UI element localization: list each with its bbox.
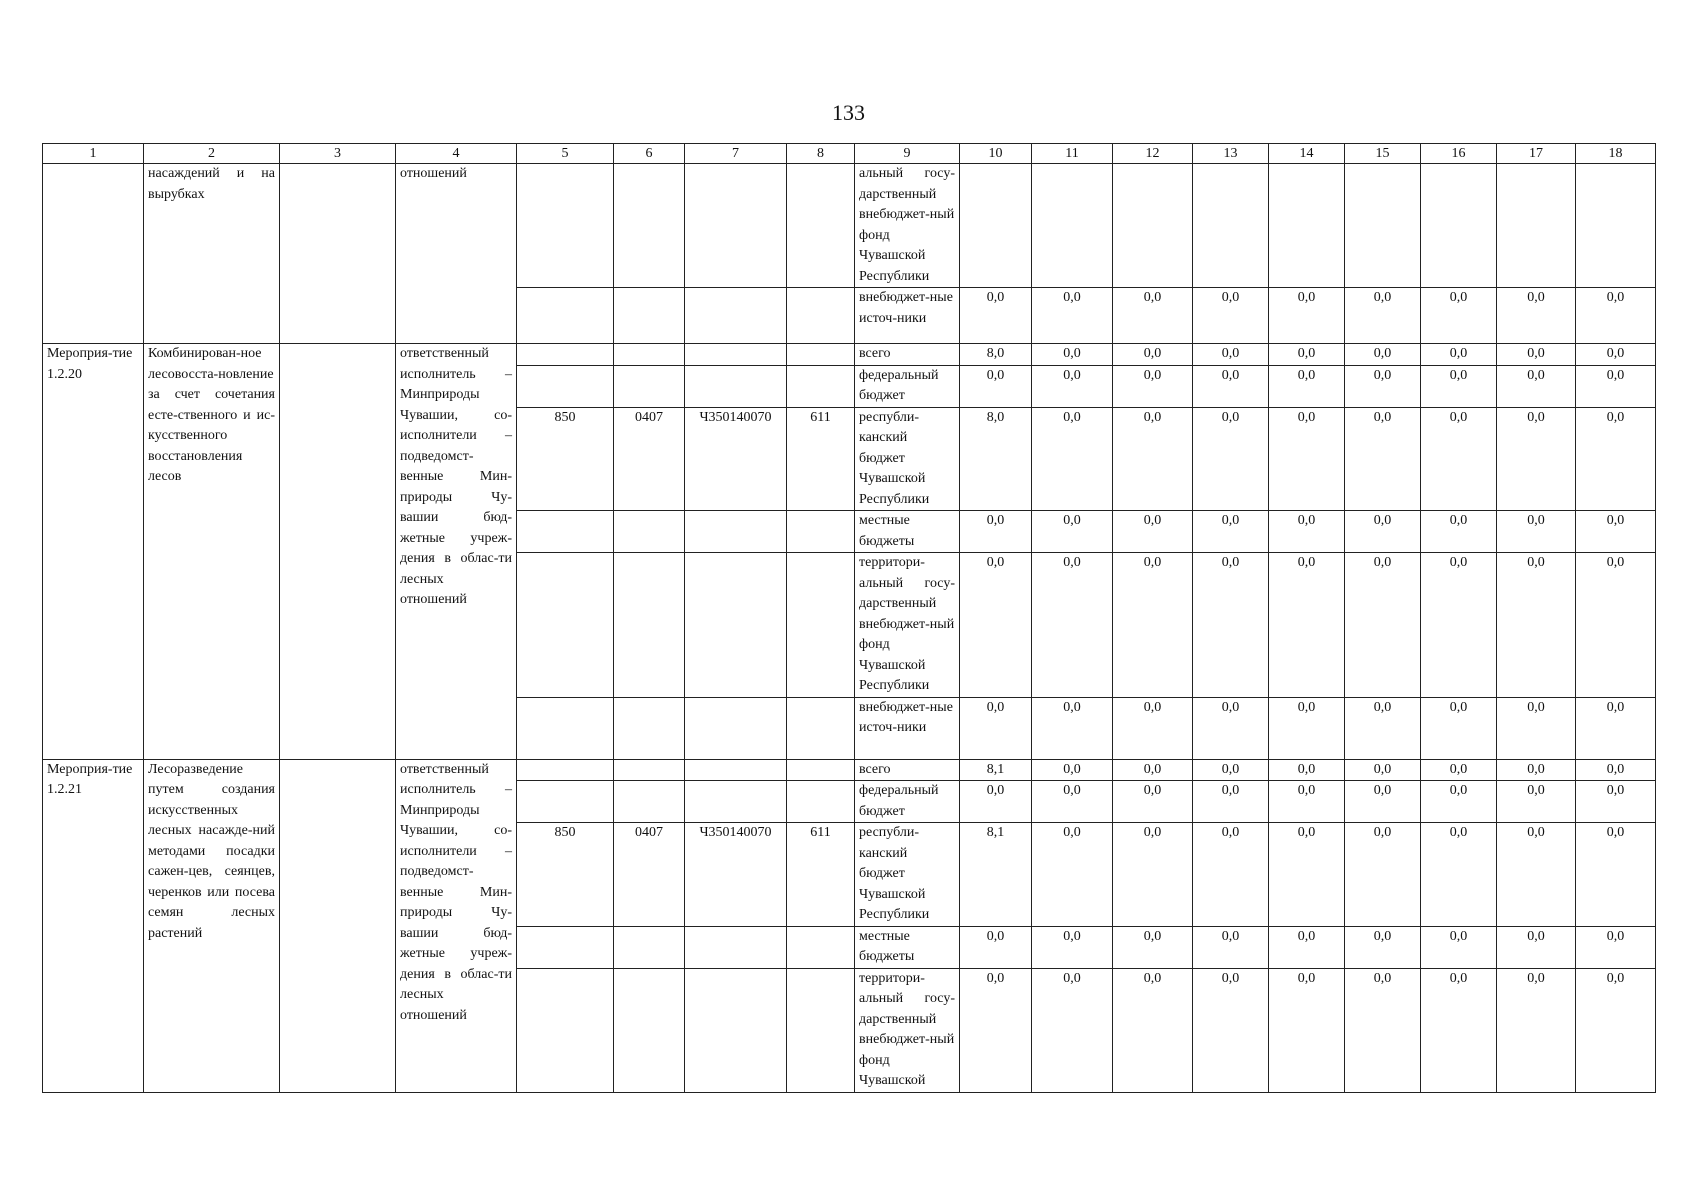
cell-value-col14: 0,0 [1269,344,1345,366]
cell-value-col10: 0,0 [960,968,1032,1092]
cell-col8 [787,511,855,553]
column-header-16: 16 [1421,144,1497,164]
cell-col8: 611 [787,823,855,927]
cell-col7 [685,926,787,968]
cell-value-col14: 0,0 [1269,968,1345,1092]
cell-value-col15: 0,0 [1345,288,1421,344]
cell-col3 [280,164,396,344]
cell-value-col12: 0,0 [1113,823,1193,927]
cell-value-col12: 0,0 [1113,365,1193,407]
cell-funding-source: всего [855,344,960,366]
cell-value-col18: 0,0 [1576,511,1656,553]
cell-value-col16: 0,0 [1421,781,1497,823]
cell-value-col11: 0,0 [1032,344,1113,366]
cell-value-col11: 0,0 [1032,823,1113,927]
cell-value-col11: 0,0 [1032,781,1113,823]
cell-value-col15 [1345,164,1421,288]
cell-funding-source: местные бюджеты [855,926,960,968]
table-row [43,164,1656,288]
cell-col6 [614,759,685,781]
cell-value-col14: 0,0 [1269,697,1345,759]
cell-funding-source: федеральный бюджет [855,781,960,823]
cell-value-col17: 0,0 [1497,759,1576,781]
cell-value-col16: 0,0 [1421,968,1497,1092]
cell-value-col16: 0,0 [1421,553,1497,698]
cell-value-col16: 0,0 [1421,344,1497,366]
cell-col5 [517,344,614,366]
cell-value-col17: 0,0 [1497,968,1576,1092]
cell-value-col16: 0,0 [1421,697,1497,759]
cell-value-col16: 0,0 [1421,926,1497,968]
table-header [43,144,1656,164]
cell-value-col15: 0,0 [1345,926,1421,968]
cell-value-col13: 0,0 [1193,511,1269,553]
column-header-9: 9 [855,144,960,164]
cell-value-col17: 0,0 [1497,344,1576,366]
cell-value-col16: 0,0 [1421,288,1497,344]
cell-value-col16: 0,0 [1421,759,1497,781]
cell-funding-source: республи-канский бюджет Чувашской Республики [855,407,960,511]
cell-value-col18 [1576,164,1656,288]
cell-value-col10: 0,0 [960,926,1032,968]
cell-value-col17: 0,0 [1497,553,1576,698]
cell-activity-name: Комбинирован-ное лесовосста-новление за счет сочетания есте-ственного и ис-кусственного восстановления лесов [144,344,280,760]
cell-col8 [787,968,855,1092]
cell-col5 [517,926,614,968]
cell-col5: 850 [517,823,614,927]
cell-code: Мероприя-тие 1.2.20 [43,344,144,760]
cell-value-col17: 0,0 [1497,365,1576,407]
cell-funding-source: территори-альный госу-дарственный внебюджет-ный фонд Чувашской [855,968,960,1092]
cell-value-col16: 0,0 [1421,365,1497,407]
cell-col3 [280,759,396,1092]
cell-value-col12: 0,0 [1113,968,1193,1092]
cell-value-col12: 0,0 [1113,553,1193,698]
cell-col7 [685,288,787,344]
cell-value-col15: 0,0 [1345,511,1421,553]
cell-value-col11: 0,0 [1032,697,1113,759]
cell-value-col14: 0,0 [1269,407,1345,511]
cell-value-col16 [1421,164,1497,288]
table-row [43,344,1656,366]
cell-value-col14: 0,0 [1269,288,1345,344]
cell-col8 [787,926,855,968]
cell-funding-source: республи-канский бюджет Чувашской Республики [855,823,960,927]
cell-funding-source: местные бюджеты [855,511,960,553]
cell-value-col13: 0,0 [1193,288,1269,344]
cell-value-col18: 0,0 [1576,697,1656,759]
cell-value-col14: 0,0 [1269,511,1345,553]
cell-value-col15: 0,0 [1345,553,1421,698]
cell-value-col13: 0,0 [1193,697,1269,759]
cell-value-col14: 0,0 [1269,759,1345,781]
cell-value-col17: 0,0 [1497,823,1576,927]
cell-col7 [685,164,787,288]
cell-col5 [517,511,614,553]
cell-value-col11: 0,0 [1032,968,1113,1092]
cell-value-col15: 0,0 [1345,968,1421,1092]
cell-value-col13: 0,0 [1193,926,1269,968]
cell-value-col12: 0,0 [1113,759,1193,781]
cell-value-col17 [1497,164,1576,288]
cell-col5 [517,164,614,288]
cell-value-col13: 0,0 [1193,968,1269,1092]
cell-value-col10: 8,1 [960,759,1032,781]
cell-activity-name: насаждений и на вырубках [144,164,280,344]
cell-value-col11: 0,0 [1032,407,1113,511]
budget-table [42,143,1656,1093]
cell-value-col11: 0,0 [1032,926,1113,968]
table-body [43,164,1656,1093]
cell-col5 [517,697,614,759]
column-header-8: 8 [787,144,855,164]
cell-value-col10: 0,0 [960,288,1032,344]
cell-value-col13: 0,0 [1193,344,1269,366]
cell-value-col13: 0,0 [1193,759,1269,781]
cell-col6 [614,553,685,698]
cell-value-col13: 0,0 [1193,781,1269,823]
column-header-4: 4 [396,144,517,164]
cell-col5 [517,968,614,1092]
cell-value-col17: 0,0 [1497,511,1576,553]
cell-col5 [517,365,614,407]
cell-value-col11: 0,0 [1032,553,1113,698]
cell-value-col11: 0,0 [1032,759,1113,781]
cell-value-col18: 0,0 [1576,781,1656,823]
cell-value-col14: 0,0 [1269,553,1345,698]
cell-value-col15: 0,0 [1345,781,1421,823]
cell-value-col14: 0,0 [1269,926,1345,968]
cell-value-col10 [960,164,1032,288]
cell-col6 [614,164,685,288]
cell-value-col11: 0,0 [1032,511,1113,553]
cell-col8 [787,553,855,698]
cell-funding-source: внебюджет-ные источ-ники [855,697,960,759]
column-header-12: 12 [1113,144,1193,164]
cell-value-col17: 0,0 [1497,781,1576,823]
cell-col5 [517,759,614,781]
page-number: 133 [832,100,865,125]
cell-value-col12: 0,0 [1113,781,1193,823]
cell-value-col15: 0,0 [1345,365,1421,407]
column-header-14: 14 [1269,144,1345,164]
cell-value-col11: 0,0 [1032,365,1113,407]
cell-value-col14: 0,0 [1269,823,1345,927]
cell-value-col13: 0,0 [1193,553,1269,698]
column-header-18: 18 [1576,144,1656,164]
cell-col3 [280,344,396,760]
cell-col6 [614,511,685,553]
column-header-13: 13 [1193,144,1269,164]
cell-value-col18: 0,0 [1576,823,1656,927]
cell-funding-source: федеральный бюджет [855,365,960,407]
cell-value-col11 [1032,164,1113,288]
cell-col7 [685,553,787,698]
column-header-10: 10 [960,144,1032,164]
cell-col6: 0407 [614,407,685,511]
cell-value-col10: 0,0 [960,781,1032,823]
cell-funding-source: альный госу-дарственный внебюджет-ный фонд Чувашской Республики [855,164,960,288]
cell-col8 [787,344,855,366]
cell-funding-source: внебюджет-ные источ-ники [855,288,960,344]
cell-col6 [614,365,685,407]
cell-value-col12: 0,0 [1113,511,1193,553]
cell-value-col13 [1193,164,1269,288]
cell-col8: 611 [787,407,855,511]
cell-value-col16: 0,0 [1421,511,1497,553]
cell-executor: отношений [396,164,517,344]
cell-value-col10: 8,1 [960,823,1032,927]
cell-col5 [517,781,614,823]
cell-col6 [614,288,685,344]
cell-col6 [614,781,685,823]
cell-col5 [517,553,614,698]
cell-value-col10: 0,0 [960,553,1032,698]
column-header-3: 3 [280,144,396,164]
cell-value-col18: 0,0 [1576,288,1656,344]
cell-value-col10: 0,0 [960,511,1032,553]
cell-col7 [685,697,787,759]
column-header-17: 17 [1497,144,1576,164]
cell-col8 [787,164,855,288]
cell-value-col12: 0,0 [1113,697,1193,759]
cell-value-col14: 0,0 [1269,365,1345,407]
cell-col7: Ч350140070 [685,407,787,511]
cell-value-col17: 0,0 [1497,697,1576,759]
cell-value-col18: 0,0 [1576,926,1656,968]
cell-value-col10: 0,0 [960,365,1032,407]
cell-value-col10: 8,0 [960,344,1032,366]
cell-col8 [787,697,855,759]
cell-funding-source: всего [855,759,960,781]
column-header-7: 7 [685,144,787,164]
cell-value-col17: 0,0 [1497,407,1576,511]
cell-col6 [614,926,685,968]
cell-col7 [685,781,787,823]
cell-value-col14: 0,0 [1269,781,1345,823]
cell-col7 [685,344,787,366]
cell-value-col17: 0,0 [1497,926,1576,968]
cell-col7 [685,759,787,781]
cell-col7: Ч350140070 [685,823,787,927]
cell-value-col17: 0,0 [1497,288,1576,344]
table-row [43,759,1656,781]
cell-col7 [685,365,787,407]
cell-value-col13: 0,0 [1193,365,1269,407]
cell-col8 [787,759,855,781]
column-header-11: 11 [1032,144,1113,164]
cell-col6 [614,968,685,1092]
cell-value-col18: 0,0 [1576,553,1656,698]
cell-col6 [614,344,685,366]
cell-value-col18: 0,0 [1576,968,1656,1092]
cell-executor: ответственный исполнитель – Минприроды Чувашии, со-исполнители – подведомст-венные Мин-природы Чу-вашии бюд-жетные учреж-дения в облас-ти лесных отношений [396,759,517,1092]
cell-value-col18: 0,0 [1576,344,1656,366]
cell-value-col12 [1113,164,1193,288]
cell-value-col10: 8,0 [960,407,1032,511]
cell-value-col16: 0,0 [1421,407,1497,511]
cell-value-col14 [1269,164,1345,288]
cell-col8 [787,365,855,407]
cell-value-col18: 0,0 [1576,407,1656,511]
cell-col6: 0407 [614,823,685,927]
cell-value-col10: 0,0 [960,697,1032,759]
cell-value-col11: 0,0 [1032,288,1113,344]
cell-executor: ответственный исполнитель – Минприроды Чувашии, со-исполнители – подведомст-венные Мин-природы Чу-вашии бюд-жетные учреж-дения в облас-ти лесных отношений [396,344,517,760]
cell-value-col15: 0,0 [1345,759,1421,781]
cell-col5 [517,288,614,344]
cell-value-col18: 0,0 [1576,759,1656,781]
cell-col7 [685,511,787,553]
cell-value-col12: 0,0 [1113,407,1193,511]
cell-value-col15: 0,0 [1345,407,1421,511]
cell-value-col16: 0,0 [1421,823,1497,927]
cell-value-col12: 0,0 [1113,926,1193,968]
cell-col7 [685,968,787,1092]
cell-col8 [787,781,855,823]
column-header-1: 1 [43,144,144,164]
cell-value-col15: 0,0 [1345,697,1421,759]
column-header-2: 2 [144,144,280,164]
cell-value-col15: 0,0 [1345,823,1421,927]
column-header-5: 5 [517,144,614,164]
cell-value-col12: 0,0 [1113,344,1193,366]
cell-value-col13: 0,0 [1193,823,1269,927]
cell-value-col12: 0,0 [1113,288,1193,344]
column-header-6: 6 [614,144,685,164]
cell-code: Мероприя-тие 1.2.21 [43,759,144,1092]
cell-value-col18: 0,0 [1576,365,1656,407]
cell-col8 [787,288,855,344]
cell-value-col15: 0,0 [1345,344,1421,366]
column-header-15: 15 [1345,144,1421,164]
cell-funding-source: территори-альный госу-дарственный внебюджет-ный фонд Чувашской Республики [855,553,960,698]
cell-col5: 850 [517,407,614,511]
cell-activity-name: Лесоразведение путем создания искусственных лесных насажде-ний методами посадки сажен-цев, сеянцев, черенков или посева семян лесных растений [144,759,280,1092]
cell-code [43,164,144,344]
cell-col6 [614,697,685,759]
cell-value-col13: 0,0 [1193,407,1269,511]
